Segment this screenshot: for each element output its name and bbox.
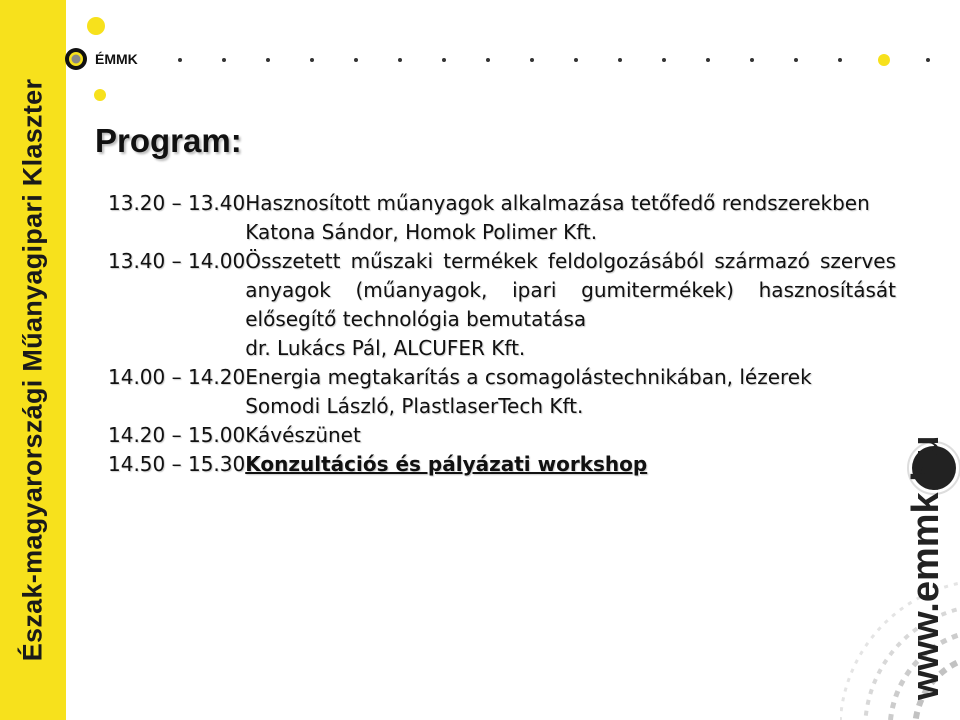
sidebar <box>0 0 66 720</box>
program-topic: Hasznosított műanyagok alkalmazása tetőfedő rendszerekben <box>245 191 870 215</box>
brand-text: www.emmk.hu <box>905 435 947 700</box>
program-speaker: Somodi László, PlastlaserTech Kft. <box>245 394 584 418</box>
program-item <box>108 450 896 479</box>
program-item <box>108 421 896 450</box>
logo-text: ÉMMK <box>95 51 138 67</box>
program-speaker: Katona Sándor, Homok Polimer Kft. <box>245 220 598 244</box>
program-item <box>108 247 896 363</box>
program-time: 13.40 – 14.00 <box>108 249 246 273</box>
program-topic: Energia megtakarítás a csomagolástechnikában, lézerek <box>245 365 812 389</box>
emmk-logo <box>60 14 160 104</box>
program-item <box>108 363 896 421</box>
dotted-divider <box>176 50 946 70</box>
program-time: 14.50 – 15.30 <box>108 452 246 476</box>
program-list <box>108 189 896 479</box>
program-topic: Összetett műszaki termékek feldolgozásából származó szerves anyagok (műanyagok, ipari gumitermékek) hasznosítását elősegítő technológia bemutatása <box>245 249 896 331</box>
program-speaker: dr. Lukács Pál, ALCUFER Kft. <box>245 336 526 360</box>
page-title: Program: <box>95 122 242 159</box>
cluster-name-vertical: Észak-magyarországi Műanyagipari Klaszter <box>17 78 48 662</box>
emmk-brand-graphic <box>840 400 960 720</box>
program-topic-workshop: Konzultációs és pályázati workshop <box>245 452 648 476</box>
program-item <box>108 189 896 247</box>
program-time: 14.20 – 15.00 <box>108 423 246 447</box>
program-topic: Kávészünet <box>245 423 361 447</box>
program-time: 14.00 – 14.20 <box>108 365 246 389</box>
program-time: 13.20 – 13.40 <box>108 191 246 215</box>
